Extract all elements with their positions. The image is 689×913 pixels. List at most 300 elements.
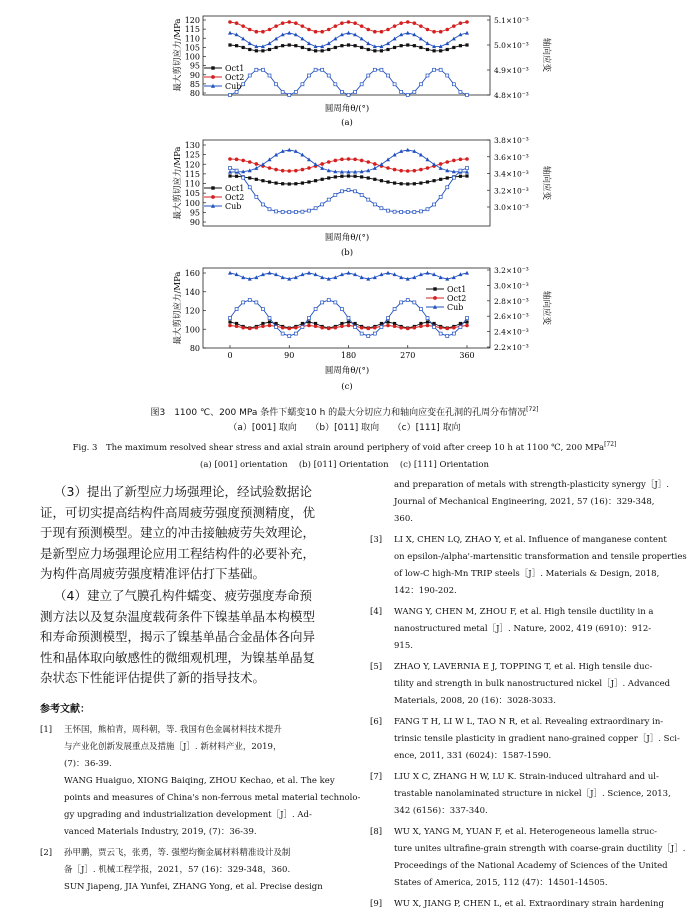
data-point	[294, 90, 297, 93]
figure-caption-zh	[0, 405, 689, 418]
reference-line: ZHAO Y, LAVERNIA E J, TOPPING T, et al. High tensile duc-	[394, 662, 653, 672]
data-point	[281, 90, 284, 93]
data-point	[294, 326, 298, 330]
data-point	[301, 326, 304, 329]
data-point	[294, 44, 297, 47]
reference-line: Materials, 2008, 20 (16)：3028-3033.	[394, 696, 556, 706]
data-point	[340, 44, 343, 47]
y-tick-label: 100	[184, 198, 200, 208]
data-point	[314, 49, 317, 52]
y-tick-label-right: 2.2×10⁻³	[494, 343, 529, 352]
data-point	[287, 327, 291, 331]
data-point	[320, 162, 324, 166]
text-line: 和寿命预测模型，揭示了镍基单晶合金晶体各向异	[40, 629, 316, 644]
data-point	[413, 326, 417, 330]
y-tick-label: 90	[189, 218, 200, 227]
data-point	[367, 198, 370, 201]
data-point	[334, 159, 338, 163]
data-point	[386, 320, 389, 323]
data-point	[228, 20, 232, 24]
y-tick-label: 120	[184, 16, 200, 25]
data-point	[307, 271, 311, 275]
y-tick-label-right: 3.6×10⁻³	[494, 152, 529, 162]
reference-line: (7)：36-39.	[64, 759, 112, 769]
data-point	[452, 332, 455, 335]
data-point	[235, 308, 238, 311]
data-point	[465, 271, 469, 275]
data-point	[367, 176, 370, 179]
data-point	[459, 326, 462, 329]
y-tick-label: 140	[184, 287, 200, 297]
x-tick-label: 180	[340, 351, 357, 360]
data-point	[334, 24, 338, 28]
data-point	[387, 317, 390, 320]
data-point	[334, 46, 337, 49]
legend-label: Oct1	[447, 285, 467, 294]
reference-line: vanced Materials Industry, 2019, (7)：36-39.	[64, 827, 257, 837]
data-point	[347, 43, 350, 46]
y-tick-label-right: 5.0×10⁻³	[494, 41, 529, 50]
data-point	[446, 335, 449, 338]
data-point	[426, 74, 429, 77]
data-point	[367, 48, 370, 51]
reference-line: LIU X C, ZHANG H W, LU K. Strain-induced ultrahard and ul-	[394, 772, 659, 782]
data-point	[413, 210, 416, 213]
data-point	[387, 209, 390, 212]
conclusion-paragraph-3	[40, 482, 345, 585]
y-label-left: 最大剪切应力/MPa	[173, 18, 183, 92]
data-point	[386, 324, 390, 328]
data-point	[426, 208, 429, 211]
data-point	[255, 162, 259, 166]
series-line	[230, 150, 467, 172]
data-point	[294, 182, 297, 185]
legend-label: Oct2	[225, 73, 245, 82]
data-point	[235, 169, 238, 172]
data-point	[360, 159, 364, 163]
data-point	[465, 320, 468, 323]
data-point	[466, 167, 469, 170]
reference-number: [8]	[370, 827, 383, 837]
data-point	[255, 195, 258, 198]
data-point	[228, 324, 232, 328]
data-point	[268, 180, 271, 183]
data-point	[241, 37, 245, 41]
data-point	[459, 44, 462, 47]
data-point	[446, 48, 449, 51]
data-point	[241, 24, 245, 28]
data-point	[406, 299, 409, 302]
data-point	[235, 21, 239, 25]
data-point	[433, 326, 436, 329]
data-point	[465, 174, 468, 177]
data-point	[340, 308, 343, 311]
data-point	[261, 179, 264, 182]
reference-line: WU X, YANG M, YUAN F, et al. Heterogeneous lamella struc-	[394, 827, 658, 837]
reference-number: [4]	[370, 607, 383, 617]
data-point	[439, 49, 442, 52]
data-point	[268, 324, 272, 328]
data-point	[261, 68, 264, 71]
data-point	[400, 90, 403, 93]
series-line	[230, 159, 467, 171]
data-point	[393, 181, 396, 184]
panel-label: (b)	[340, 248, 354, 258]
data-point	[301, 210, 304, 213]
data-point	[314, 162, 318, 166]
data-point	[301, 168, 305, 172]
legend-label: Cub	[447, 303, 464, 312]
data-point	[432, 49, 435, 52]
data-point	[228, 31, 232, 35]
legend-marker	[211, 186, 214, 189]
data-point	[439, 332, 442, 335]
data-point	[275, 326, 278, 329]
data-point	[320, 326, 324, 330]
data-point	[393, 24, 397, 28]
text-line: 证，可切实提高结构件高周疲劳强度预测精度，优	[40, 504, 316, 520]
data-point	[354, 90, 357, 93]
data-point	[445, 327, 449, 331]
data-point	[419, 168, 423, 172]
references-heading: 参考文献：	[40, 704, 90, 715]
data-point	[321, 49, 324, 52]
data-point	[281, 169, 285, 173]
data-point	[445, 28, 449, 32]
data-point	[367, 335, 370, 338]
data-point	[406, 31, 410, 35]
data-point	[347, 31, 351, 35]
data-point	[400, 210, 403, 213]
y-tick-label: 100	[184, 325, 200, 335]
data-point	[465, 20, 469, 24]
data-point	[360, 37, 364, 41]
y-tick-label-right: 2.8×10⁻³	[494, 296, 529, 306]
data-point	[386, 180, 389, 183]
data-point	[255, 301, 258, 304]
data-point	[452, 326, 456, 330]
data-point	[307, 48, 310, 51]
data-point	[300, 37, 304, 41]
data-point	[307, 320, 310, 323]
legend-marker	[433, 287, 436, 290]
y-tick-label-right: 3.2×10⁻³	[494, 266, 529, 275]
y-tick-label: 160	[184, 269, 200, 278]
data-point	[242, 176, 245, 179]
data-point	[347, 157, 351, 161]
reference-line: ture unites ultrafine-grain strength with coarse-grain ductility［J］.	[394, 844, 686, 854]
y-label-left: 最大剪切应力/MPa	[173, 146, 183, 220]
data-point	[419, 24, 423, 28]
data-point	[446, 74, 449, 77]
x-tick-label: 270	[400, 351, 416, 360]
caption-zh-ref: [72]	[526, 406, 539, 413]
data-point	[400, 301, 403, 304]
data-point	[413, 90, 416, 93]
data-point	[399, 21, 403, 25]
y-label-right: 轴向应变	[541, 37, 551, 73]
y-tick-label: 110	[184, 179, 200, 189]
reference-line: SUN Jiapeng, JIA Yunfei, ZHANG Yong, et al. Precise design	[64, 882, 323, 892]
data-point	[281, 326, 285, 330]
text-line: 性和晶体取向敏感性的微细观机理，为镍基单晶复	[40, 649, 316, 665]
data-point	[235, 175, 238, 178]
reference-line: FANG T H, LI W L, TAO N R, et al. Revealing extraordinary in-	[394, 717, 664, 727]
data-point	[354, 190, 357, 193]
data-point	[465, 43, 468, 46]
data-point	[275, 210, 278, 213]
data-point	[235, 324, 239, 328]
data-point	[452, 159, 456, 163]
data-point	[419, 210, 422, 213]
data-point	[386, 48, 389, 51]
reference-line: 142：190-202.	[394, 586, 457, 596]
data-point	[334, 301, 337, 304]
data-point	[255, 326, 259, 330]
data-point	[228, 320, 231, 323]
x-label: 圆周角θ/(°)	[324, 366, 370, 376]
y-tick-label-right: 3.0×10⁻³	[494, 203, 529, 212]
data-point	[419, 181, 422, 184]
data-point	[406, 94, 409, 97]
data-point	[432, 162, 436, 166]
data-point	[366, 327, 370, 331]
data-point	[393, 37, 397, 41]
data-point	[459, 175, 462, 178]
figure-caption-zh-sub: （a）[001] 取向 （b）[011] 取向 （c）[111] 取向	[228, 423, 461, 433]
y-tick-label-right: 2.6×10⁻³	[494, 312, 529, 322]
data-point	[327, 176, 330, 179]
data-point	[248, 327, 252, 331]
reference-line: on epsilon-/alpha'-martensitic transformation and tensile properties	[394, 552, 687, 562]
legend-marker	[211, 66, 214, 69]
data-point	[360, 46, 363, 49]
reference-line: WU X, JIANG P, CHEN L, et al. Extraordinary strain hardening	[394, 899, 664, 909]
data-point	[242, 301, 245, 304]
data-point	[281, 332, 284, 335]
data-point	[426, 157, 430, 161]
y-tick-label-right: 3.4×10⁻³	[494, 169, 529, 179]
text-line: 测方法以及复杂温度载荷条件下镍基单晶本构模型	[40, 608, 316, 624]
reference-number: [9]	[370, 899, 383, 909]
data-point	[268, 208, 271, 211]
data-point	[268, 271, 272, 275]
data-point	[360, 193, 363, 196]
reference-line: 备［J］. 机械工程学报，2021，57 (16)：329-348，360.	[64, 865, 291, 875]
data-point	[287, 31, 291, 35]
x-label: 圆周角θ/(°)	[324, 233, 370, 243]
data-point	[320, 30, 324, 34]
data-point	[248, 186, 251, 189]
data-point	[439, 178, 442, 181]
data-point	[281, 44, 284, 47]
data-point	[406, 169, 410, 173]
data-point	[242, 83, 245, 86]
data-point	[261, 30, 265, 34]
data-point	[433, 203, 436, 206]
data-point	[229, 94, 232, 97]
y-tick-label: 85	[189, 79, 200, 89]
data-point	[248, 48, 251, 51]
references-right-column	[370, 477, 687, 909]
data-point	[241, 326, 245, 330]
y-tick-label-right: 4.8×10⁻³	[494, 91, 529, 100]
data-point	[334, 193, 337, 196]
data-point	[419, 83, 422, 86]
data-point	[274, 46, 277, 49]
data-point	[308, 74, 311, 77]
data-point	[393, 83, 396, 86]
legend-label: Cub	[225, 202, 242, 211]
data-point	[235, 158, 239, 162]
data-point	[340, 90, 343, 93]
data-point	[255, 49, 258, 52]
panel-c	[172, 266, 552, 392]
data-point	[301, 181, 304, 184]
y-tick-label: 120	[184, 306, 200, 316]
data-point	[287, 20, 291, 24]
data-point	[327, 198, 330, 201]
figure-caption-en	[0, 441, 689, 453]
data-point	[301, 46, 304, 49]
reference-line: and preparation of metals with strength-plasticity synergy［J］.	[394, 480, 669, 490]
data-point	[308, 317, 311, 320]
data-point	[307, 180, 310, 183]
reference-line: 915.	[394, 641, 413, 651]
data-point	[445, 41, 449, 45]
data-point	[241, 159, 245, 163]
figure-3	[0, 0, 689, 420]
data-point	[307, 324, 311, 328]
data-point	[380, 49, 383, 52]
data-point	[466, 317, 469, 320]
data-point	[274, 24, 278, 28]
references-left-column	[40, 722, 360, 902]
y-tick-label: 130	[184, 141, 200, 150]
data-point	[426, 271, 430, 275]
data-point	[400, 182, 403, 185]
data-point	[360, 83, 363, 86]
data-point	[261, 162, 265, 166]
y-label-right: 轴向应变	[541, 165, 551, 201]
data-point	[459, 158, 463, 162]
data-point	[294, 332, 297, 335]
data-point	[301, 83, 304, 86]
data-point	[413, 169, 417, 173]
data-point	[386, 166, 390, 170]
x-label: 圆周角θ/(°)	[324, 104, 370, 114]
data-point	[380, 207, 383, 210]
data-point	[452, 83, 455, 86]
y-tick-label-right: 2.4×10⁻³	[494, 327, 529, 337]
data-point	[268, 41, 272, 45]
data-point	[308, 209, 311, 212]
data-point	[248, 74, 251, 77]
legend-marker	[433, 296, 437, 300]
data-point	[452, 46, 455, 49]
data-point	[347, 324, 351, 328]
data-point	[340, 324, 344, 328]
y-tick-label: 110	[184, 34, 200, 44]
legend-marker	[211, 75, 215, 79]
data-point	[399, 326, 403, 330]
data-point	[261, 324, 265, 328]
data-point	[347, 271, 351, 275]
data-point	[229, 317, 232, 320]
data-point	[386, 271, 390, 275]
data-point	[373, 68, 376, 71]
legend-label: Oct1	[225, 64, 245, 73]
reference-number: [6]	[370, 717, 383, 727]
reference-line: nanostructured metal［J］. Nature, 2002, 419 (6910)：912-	[394, 624, 652, 634]
data-point	[294, 21, 298, 25]
data-point	[465, 324, 469, 328]
reference-line: Journal of Mechanical Engineering, 2021, 57 (16)：329-348,	[394, 497, 655, 507]
reference-line: WANG Y, CHEN M, ZHOU F, et al. High tensile ductility in a	[394, 607, 654, 617]
y-tick-label: 90	[189, 70, 200, 80]
data-point	[268, 166, 272, 170]
data-point	[255, 178, 258, 181]
y-tick-label: 100	[184, 52, 200, 62]
text-line: 为构件高周疲劳强度精准评估打下基础。	[40, 566, 266, 581]
data-point	[340, 21, 344, 25]
data-point	[307, 166, 311, 170]
data-point	[268, 74, 271, 77]
data-point	[314, 207, 317, 210]
data-point	[373, 30, 377, 34]
data-point	[373, 203, 376, 206]
data-point	[459, 169, 462, 172]
data-point	[360, 175, 363, 178]
caption-en-ref: [72]	[604, 441, 617, 449]
data-point	[386, 157, 390, 161]
data-point	[426, 180, 429, 183]
y-tick-label: 115	[184, 25, 200, 35]
data-point	[439, 68, 442, 71]
data-point	[314, 30, 318, 34]
reference-line: 342 (6156)：337-340.	[394, 806, 488, 816]
data-point	[373, 332, 376, 335]
data-point	[406, 20, 410, 24]
data-point	[406, 148, 410, 152]
reference-line: trinsic tensile plasticity in gradient nano-grained copper［J］. Sci-	[394, 734, 680, 744]
data-point	[366, 160, 370, 164]
data-point	[235, 44, 238, 47]
data-point	[452, 24, 456, 28]
data-point	[426, 166, 430, 170]
data-point	[393, 210, 396, 213]
data-point	[452, 176, 455, 179]
x-tick-label: 0	[227, 351, 233, 360]
data-point	[413, 44, 416, 47]
x-tick-label: 360	[459, 351, 475, 360]
data-point	[228, 157, 232, 161]
data-point	[334, 175, 337, 178]
data-point	[268, 157, 272, 161]
y-tick-label: 105	[184, 43, 200, 53]
reference-line: trastable nanolaminated structure in nickel［J］. Science, 2013,	[394, 789, 671, 799]
data-point	[399, 169, 403, 173]
data-point	[400, 44, 403, 47]
data-point	[380, 30, 384, 34]
panel-label: (a)	[341, 118, 353, 128]
data-point	[465, 31, 469, 35]
data-point	[301, 24, 305, 28]
data-point	[347, 94, 350, 97]
plot-frame	[203, 140, 490, 226]
data-point	[274, 181, 277, 184]
y-tick-label: 95	[189, 208, 200, 218]
